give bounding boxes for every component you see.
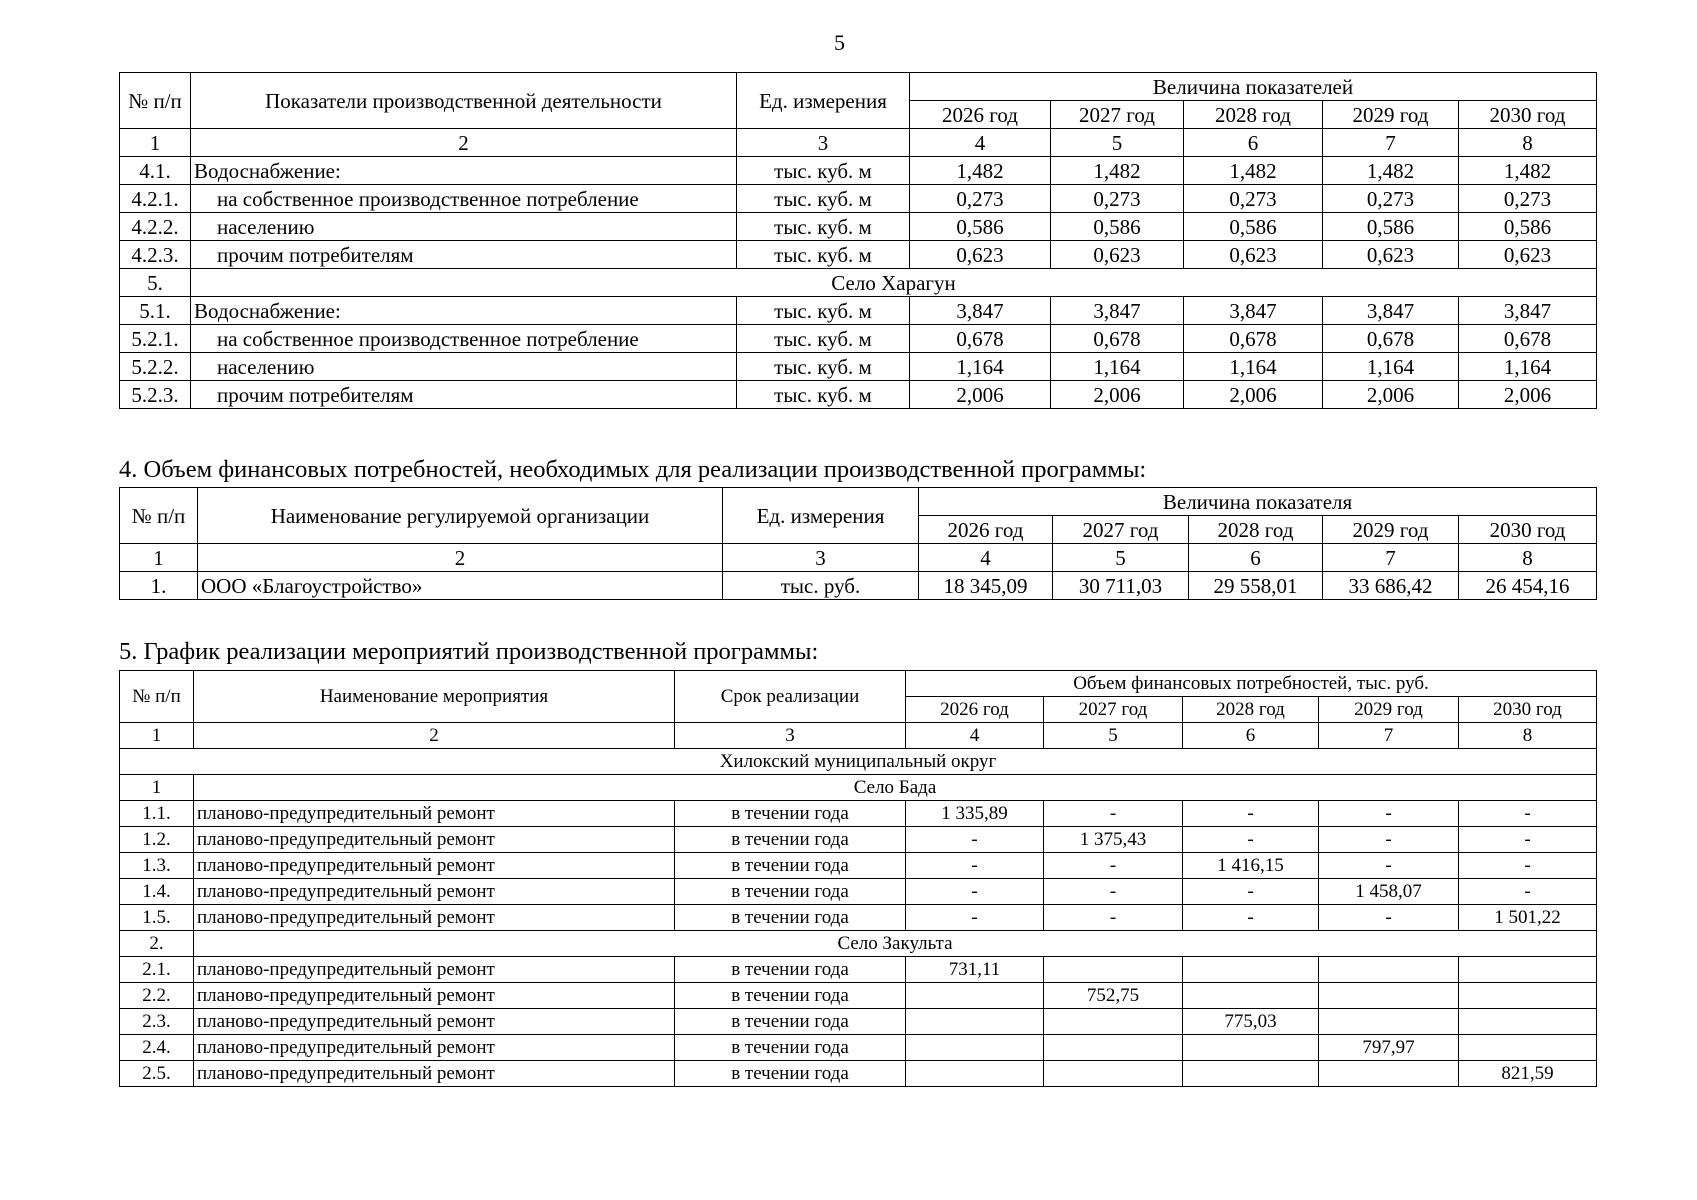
- row-term: в течении года: [675, 983, 906, 1009]
- row-value: 1,482: [1459, 157, 1597, 185]
- table-row: [120, 572, 1597, 600]
- row-num: 5.2.2.: [120, 353, 191, 381]
- row-term: в течении года: [675, 827, 906, 853]
- row-unit: тыс. руб.: [723, 572, 919, 600]
- row-name: населению: [191, 353, 737, 381]
- row-num: 1.2.: [120, 827, 194, 853]
- row-term: в течении года: [675, 1035, 906, 1061]
- row-value: -: [1183, 801, 1319, 827]
- row-value: 1,164: [1184, 353, 1323, 381]
- col-number: 4: [919, 544, 1053, 572]
- row-value: [1319, 1009, 1459, 1035]
- table-row: [120, 381, 1597, 409]
- row-value: 3,847: [1051, 297, 1184, 325]
- row-value: -: [906, 879, 1044, 905]
- page-number: 5: [834, 30, 845, 55]
- row-value: 2,006: [1323, 381, 1459, 409]
- col-number: 7: [1323, 544, 1459, 572]
- row-num: 4.2.3.: [120, 241, 191, 269]
- row-value: 797,97: [1319, 1035, 1459, 1061]
- section-num: 1: [120, 775, 194, 801]
- section-title: Село Харагун: [191, 269, 1597, 297]
- header-year: 2028 год: [1189, 516, 1323, 544]
- col-number: 3: [723, 544, 919, 572]
- table-row: [120, 853, 1597, 879]
- row-value: 0,586: [1184, 213, 1323, 241]
- col-number: 5: [1051, 129, 1184, 157]
- row-value: 2,006: [1051, 381, 1184, 409]
- row-value: 30 711,03: [1053, 572, 1189, 600]
- row-value: 3,847: [1184, 297, 1323, 325]
- row-term: в течении года: [675, 853, 906, 879]
- row-name: планово-предупредительный ремонт: [194, 957, 675, 983]
- section-num: 5.: [120, 269, 191, 297]
- row-name: планово-предупредительный ремонт: [194, 905, 675, 931]
- row-num: 4.1.: [120, 157, 191, 185]
- section-title: Село Закульта: [194, 931, 1597, 957]
- row-num: 5.2.1.: [120, 325, 191, 353]
- row-value: 0,678: [910, 325, 1051, 353]
- header-year: 2029 год: [1323, 101, 1459, 129]
- row-value: 821,59: [1459, 1061, 1597, 1087]
- table-row: [120, 325, 1597, 353]
- row-value: 0,586: [910, 213, 1051, 241]
- row-value: -: [1044, 853, 1183, 879]
- financial-needs-table: [119, 487, 1597, 600]
- header-group: Величина показателя: [919, 488, 1597, 516]
- row-value: -: [1044, 801, 1183, 827]
- row-value: 1,164: [1051, 353, 1184, 381]
- column-numbers-row: [120, 129, 1597, 157]
- header-year: 2026 год: [910, 101, 1051, 129]
- col-number: 8: [1459, 129, 1597, 157]
- row-value: 0,678: [1051, 325, 1184, 353]
- row-term: в течении года: [675, 879, 906, 905]
- header-year: 2028 год: [1184, 101, 1323, 129]
- rows-village-5: [120, 297, 1597, 409]
- row-unit: тыс. куб. м: [737, 381, 910, 409]
- header-year: 2030 год: [1459, 697, 1597, 723]
- row-num: 1.1.: [120, 801, 194, 827]
- table-row: [120, 185, 1597, 213]
- header-group: Величина показателей: [910, 73, 1597, 101]
- row-value: [1044, 1009, 1183, 1035]
- row-name: планово-предупредительный ремонт: [194, 1035, 675, 1061]
- header-num: № п/п: [120, 73, 191, 129]
- table-row: [120, 957, 1597, 983]
- row-value: [1044, 957, 1183, 983]
- section-num: 2.: [120, 931, 194, 957]
- row-value: 0,623: [1184, 241, 1323, 269]
- table-row: [120, 827, 1597, 853]
- row-value: [906, 1061, 1044, 1087]
- row-value: -: [1183, 905, 1319, 931]
- row-name: населению: [191, 213, 737, 241]
- col-number: 8: [1459, 723, 1597, 749]
- row-value: [1183, 1035, 1319, 1061]
- row-term: в течении года: [675, 801, 906, 827]
- row-value: 0,678: [1459, 325, 1597, 353]
- row-value: 0,586: [1051, 213, 1184, 241]
- row-value: -: [1459, 853, 1597, 879]
- table-row: [120, 801, 1597, 827]
- row-unit: тыс. куб. м: [737, 353, 910, 381]
- row-value: 0,623: [1323, 241, 1459, 269]
- row-value: 0,623: [1051, 241, 1184, 269]
- section-row: [120, 775, 1597, 801]
- row-value: [1183, 957, 1319, 983]
- table-row: [120, 1035, 1597, 1061]
- row-value: -: [1044, 879, 1183, 905]
- section-5-heading: 5. График реализации мероприятий производственной программы:: [119, 638, 819, 665]
- row-value: 29 558,01: [1189, 572, 1323, 600]
- row-name: на собственное производственное потребление: [191, 325, 737, 353]
- row-name: на собственное производственное потребление: [191, 185, 737, 213]
- row-unit: тыс. куб. м: [737, 213, 910, 241]
- col-number: 2: [191, 129, 737, 157]
- row-value: 1 458,07: [1319, 879, 1459, 905]
- row-name: планово-предупредительный ремонт: [194, 801, 675, 827]
- col-number: 4: [906, 723, 1044, 749]
- row-unit: тыс. куб. м: [737, 297, 910, 325]
- row-value: 2,006: [1459, 381, 1597, 409]
- row-value: 0,273: [1323, 185, 1459, 213]
- col-number: 6: [1189, 544, 1323, 572]
- table-row: [120, 157, 1597, 185]
- row-value: 1 335,89: [906, 801, 1044, 827]
- col-number: 2: [194, 723, 675, 749]
- header-year: 2026 год: [906, 697, 1044, 723]
- row-name: прочим потребителям: [191, 241, 737, 269]
- table-row: [120, 1009, 1597, 1035]
- row-value: [1319, 957, 1459, 983]
- col-number: 4: [910, 129, 1051, 157]
- row-value: -: [1044, 905, 1183, 931]
- row-unit: тыс. куб. м: [737, 157, 910, 185]
- schedule-table: [119, 670, 1597, 1087]
- district-row: [120, 749, 1597, 775]
- row-term: в течении года: [675, 905, 906, 931]
- rows-village-4: [120, 157, 1597, 269]
- row-value: 3,847: [910, 297, 1051, 325]
- row-value: 0,273: [1459, 185, 1597, 213]
- header-org: Наименование регулируемой организации: [198, 488, 723, 544]
- row-value: [1459, 957, 1597, 983]
- row-value: [906, 1009, 1044, 1035]
- header-term: Срок реализации: [675, 671, 906, 723]
- header-num: № п/п: [120, 488, 198, 544]
- row-name: Водоснабжение:: [191, 157, 737, 185]
- row-value: -: [1319, 853, 1459, 879]
- row-num: 4.2.1.: [120, 185, 191, 213]
- row-value: 18 345,09: [919, 572, 1053, 600]
- row-term: в течении года: [675, 1061, 906, 1087]
- row-value: -: [1183, 827, 1319, 853]
- row-value: 731,11: [906, 957, 1044, 983]
- row-num: 5.1.: [120, 297, 191, 325]
- table-header-row: [120, 488, 1597, 516]
- row-num: 5.2.3.: [120, 381, 191, 409]
- row-value: 0,273: [1051, 185, 1184, 213]
- col-number: 1: [120, 723, 194, 749]
- header-year: 2030 год: [1459, 516, 1597, 544]
- row-num: 1.: [120, 572, 198, 600]
- row-unit: тыс. куб. м: [737, 241, 910, 269]
- rows-village-zakulta: [120, 957, 1597, 1087]
- row-value: 26 454,16: [1459, 572, 1597, 600]
- header-year: 2027 год: [1053, 516, 1189, 544]
- row-num: 1.3.: [120, 853, 194, 879]
- row-value: -: [1319, 905, 1459, 931]
- section-row: [120, 931, 1597, 957]
- row-value: -: [1319, 827, 1459, 853]
- col-number: 5: [1044, 723, 1183, 749]
- production-indicators-table: [119, 72, 1597, 409]
- col-number: 6: [1184, 129, 1323, 157]
- header-unit: Ед. измерения: [737, 73, 910, 129]
- row-value: 0,678: [1184, 325, 1323, 353]
- row-value: [1044, 1035, 1183, 1061]
- row-value: [1319, 1061, 1459, 1087]
- row-value: 1,164: [1323, 353, 1459, 381]
- section-row: [120, 269, 1597, 297]
- row-name: планово-предупредительный ремонт: [194, 1061, 675, 1087]
- row-name: планово-предупредительный ремонт: [194, 983, 675, 1009]
- row-value: 1 501,22: [1459, 905, 1597, 931]
- row-value: -: [1319, 801, 1459, 827]
- col-number: 3: [737, 129, 910, 157]
- column-numbers-row: [120, 723, 1597, 749]
- table-header-row: [120, 73, 1597, 101]
- row-value: 0,273: [1184, 185, 1323, 213]
- row-value: 2,006: [910, 381, 1051, 409]
- row-value: 1,482: [1184, 157, 1323, 185]
- table-row: [120, 297, 1597, 325]
- header-year: 2027 год: [1044, 697, 1183, 723]
- row-value: 0,678: [1323, 325, 1459, 353]
- district-title: Хилокский муниципальный округ: [120, 749, 1597, 775]
- table-row: [120, 879, 1597, 905]
- row-unit: тыс. куб. м: [737, 325, 910, 353]
- col-number: 7: [1319, 723, 1459, 749]
- row-value: -: [1459, 879, 1597, 905]
- row-value: [1459, 1035, 1597, 1061]
- row-value: 1,482: [1323, 157, 1459, 185]
- row-value: 0,586: [1323, 213, 1459, 241]
- row-value: 0,623: [910, 241, 1051, 269]
- table-row: [120, 241, 1597, 269]
- col-number: 2: [198, 544, 723, 572]
- table-row: [120, 1061, 1597, 1087]
- header-year: 2028 год: [1183, 697, 1319, 723]
- row-value: 1,482: [910, 157, 1051, 185]
- row-value: 1 416,15: [1183, 853, 1319, 879]
- col-number: 3: [675, 723, 906, 749]
- row-term: в течении года: [675, 1009, 906, 1035]
- row-num: 4.2.2.: [120, 213, 191, 241]
- row-value: 33 686,42: [1323, 572, 1459, 600]
- row-value: 0,623: [1459, 241, 1597, 269]
- table-row: [120, 213, 1597, 241]
- header-year: 2029 год: [1323, 516, 1459, 544]
- table-header-row: [120, 671, 1597, 697]
- column-numbers-row: [120, 544, 1597, 572]
- col-number: 6: [1183, 723, 1319, 749]
- table-row: [120, 983, 1597, 1009]
- row-name: планово-предупредительный ремонт: [194, 879, 675, 905]
- col-number: 1: [120, 544, 198, 572]
- header-year: 2027 год: [1051, 101, 1184, 129]
- row-num: 2.3.: [120, 1009, 194, 1035]
- row-value: 3,847: [1323, 297, 1459, 325]
- row-name: ООО «Благоустройство»: [198, 572, 723, 600]
- row-value: 0,273: [910, 185, 1051, 213]
- row-value: 752,75: [1044, 983, 1183, 1009]
- section-4-heading: 4. Объем финансовых потребностей, необходимых для реализации производственной программы:: [119, 456, 1147, 483]
- row-value: 1 375,43: [1044, 827, 1183, 853]
- row-value: [1459, 983, 1597, 1009]
- col-number: 5: [1053, 544, 1189, 572]
- row-value: [1044, 1061, 1183, 1087]
- row-value: [906, 983, 1044, 1009]
- row-num: 2.2.: [120, 983, 194, 1009]
- col-number: 8: [1459, 544, 1597, 572]
- table-row: [120, 353, 1597, 381]
- row-value: -: [1183, 879, 1319, 905]
- row-value: [1459, 1009, 1597, 1035]
- row-value: [1183, 1061, 1319, 1087]
- header-year: 2030 год: [1459, 101, 1597, 129]
- row-num: 2.1.: [120, 957, 194, 983]
- row-num: 1.5.: [120, 905, 194, 931]
- row-value: -: [906, 853, 1044, 879]
- row-value: 1,482: [1051, 157, 1184, 185]
- header-unit: Ед. измерения: [723, 488, 919, 544]
- header-indicator: Показатели производственной деятельности: [191, 73, 737, 129]
- row-value: 2,006: [1184, 381, 1323, 409]
- row-value: 775,03: [1183, 1009, 1319, 1035]
- header-num: № п/п: [120, 671, 194, 723]
- row-name: прочим потребителям: [191, 381, 737, 409]
- col-number: 1: [120, 129, 191, 157]
- row-value: 1,164: [910, 353, 1051, 381]
- section-title: Село Бада: [194, 775, 1597, 801]
- row-value: 1,164: [1459, 353, 1597, 381]
- header-group: Объем финансовых потребностей, тыс. руб.: [906, 671, 1597, 697]
- row-value: -: [1459, 801, 1597, 827]
- row-num: 2.4.: [120, 1035, 194, 1061]
- row-unit: тыс. куб. м: [737, 185, 910, 213]
- row-value: -: [906, 827, 1044, 853]
- row-value: 3,847: [1459, 297, 1597, 325]
- col-number: 7: [1323, 129, 1459, 157]
- row-num: 1.4.: [120, 879, 194, 905]
- row-value: [1319, 983, 1459, 1009]
- row-term: в течении года: [675, 957, 906, 983]
- header-name: Наименование мероприятия: [194, 671, 675, 723]
- row-value: 0,586: [1459, 213, 1597, 241]
- rows-village-bada: [120, 801, 1597, 931]
- row-name: Водоснабжение:: [191, 297, 737, 325]
- row-value: -: [1459, 827, 1597, 853]
- header-year: 2029 год: [1319, 697, 1459, 723]
- row-name: планово-предупредительный ремонт: [194, 1009, 675, 1035]
- row-num: 2.5.: [120, 1061, 194, 1087]
- table-row: [120, 905, 1597, 931]
- header-year: 2026 год: [919, 516, 1053, 544]
- row-value: [906, 1035, 1044, 1061]
- row-value: [1183, 983, 1319, 1009]
- row-name: планово-предупредительный ремонт: [194, 827, 675, 853]
- row-name: планово-предупредительный ремонт: [194, 853, 675, 879]
- row-value: -: [906, 905, 1044, 931]
